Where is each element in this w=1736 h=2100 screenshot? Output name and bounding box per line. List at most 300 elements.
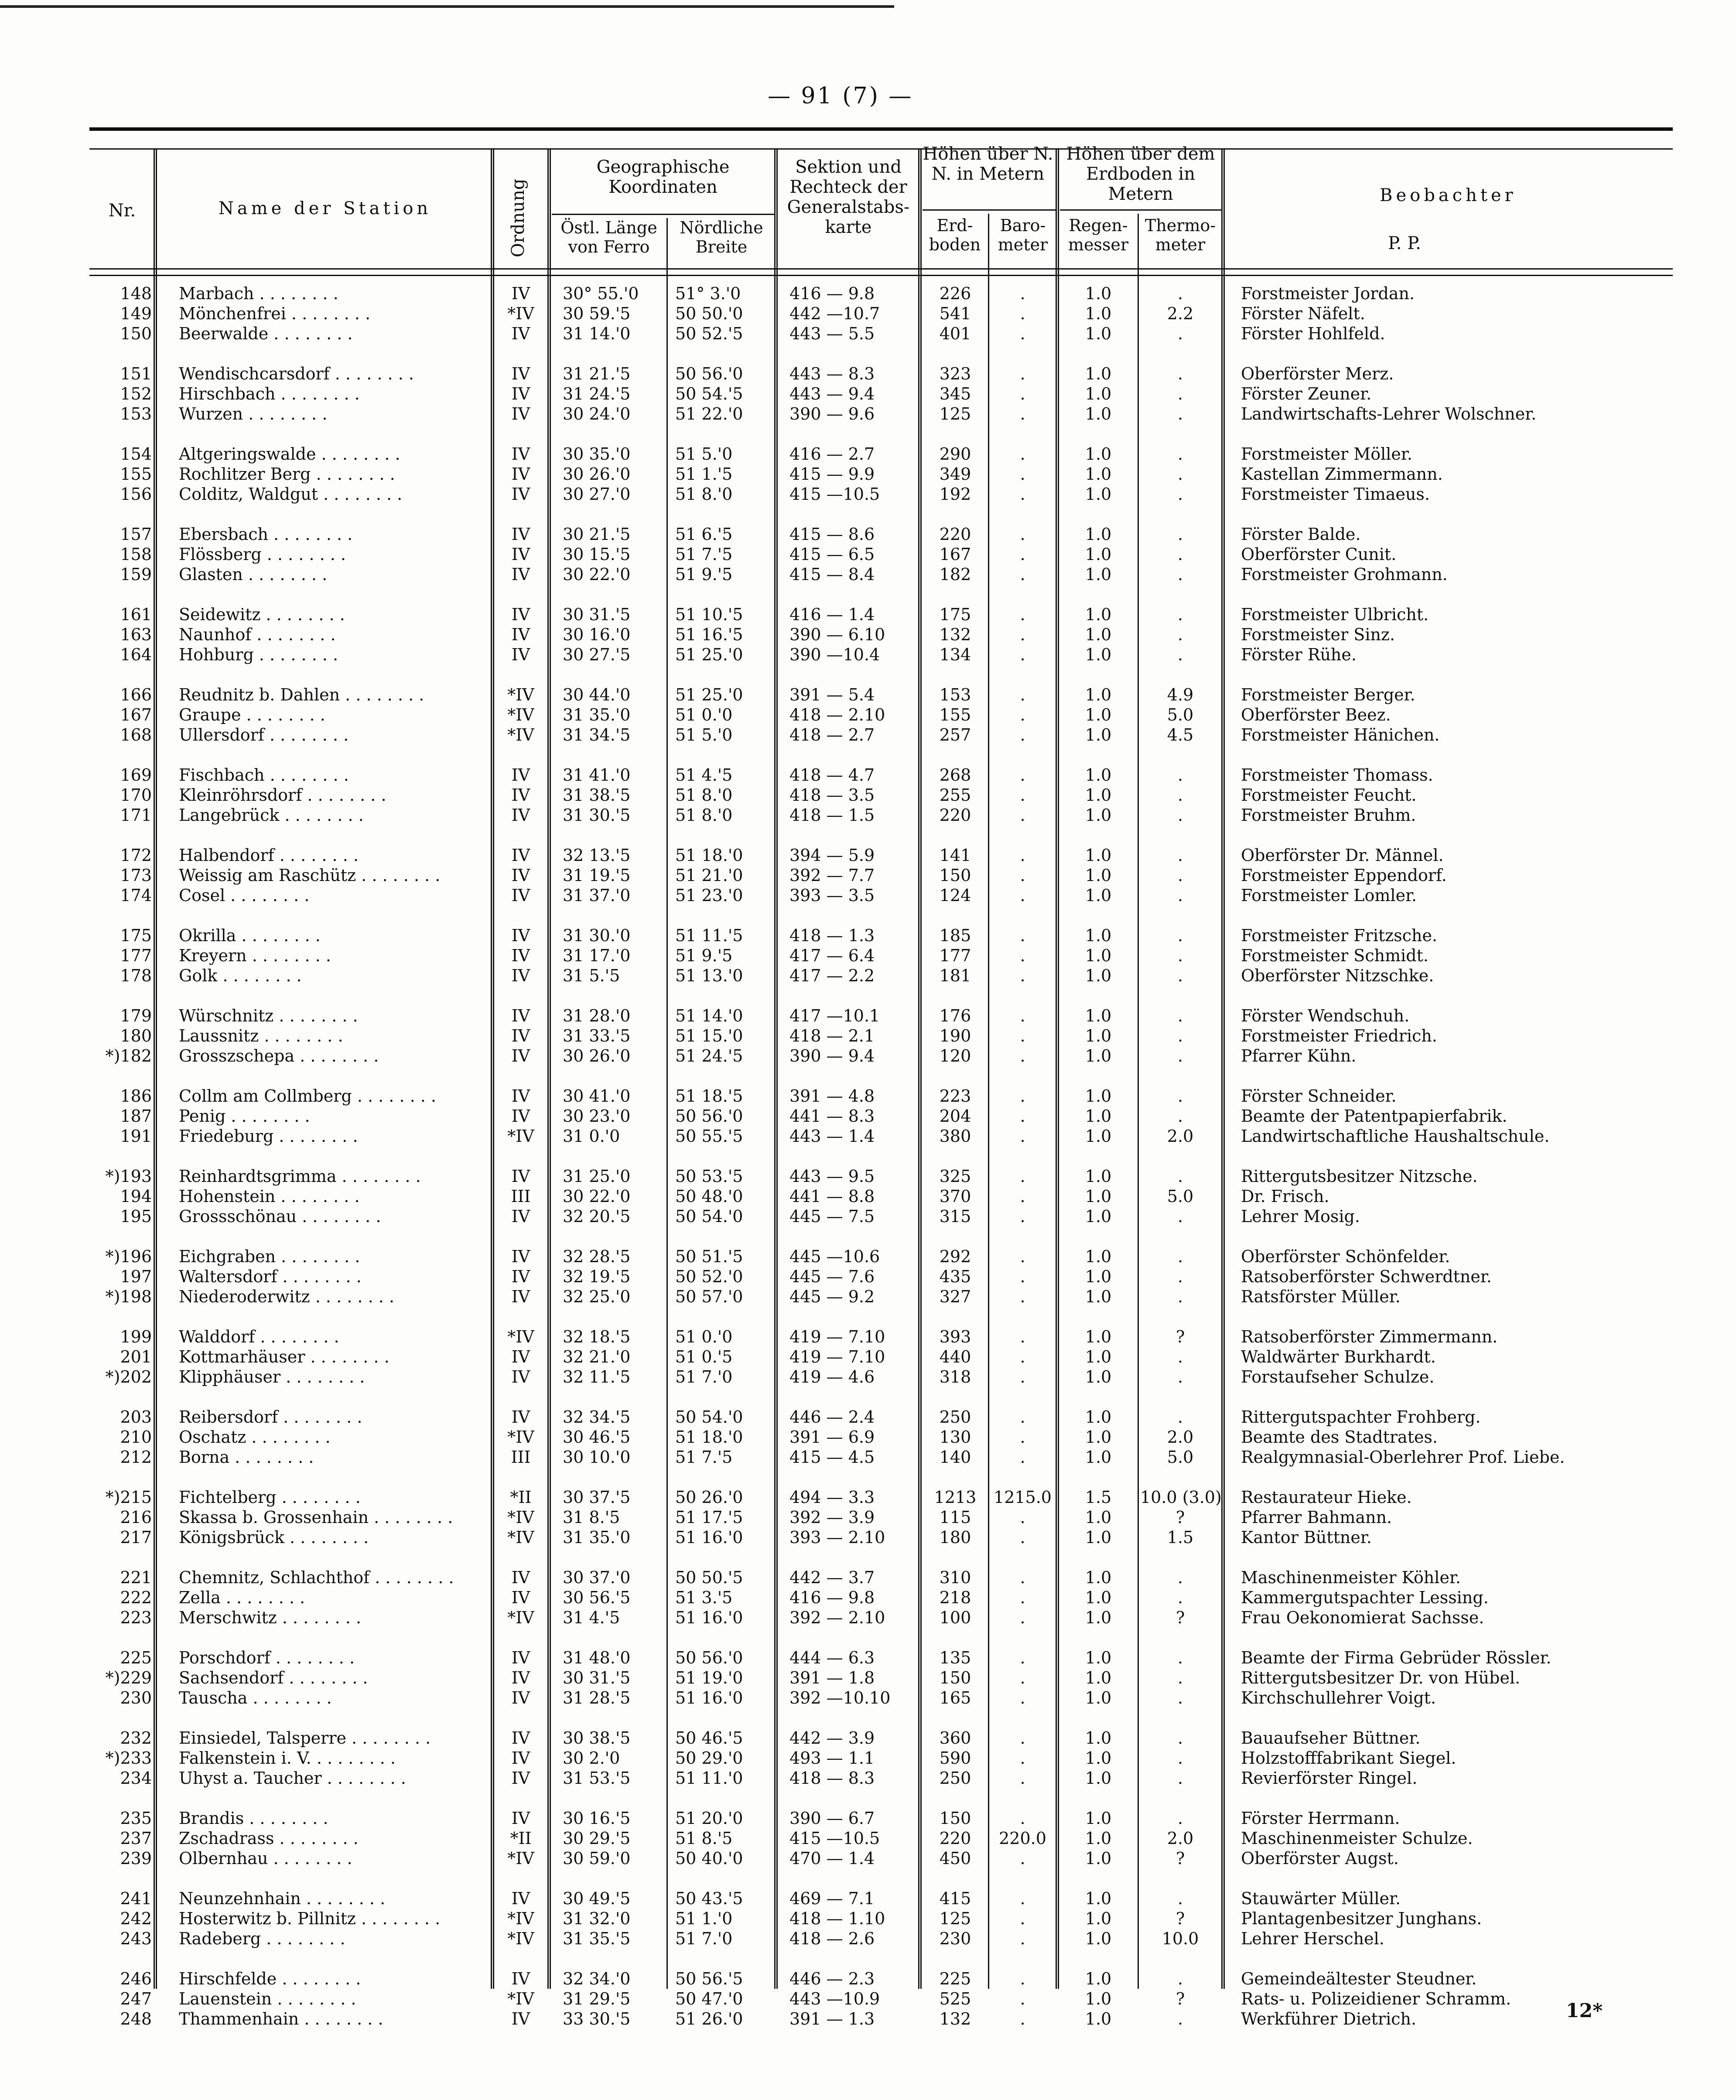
cell-erdboden: 167 <box>939 545 971 564</box>
cell-name: Fischbach . . . . . . . . <box>179 765 349 785</box>
cell-beobachter: Forstmeister Friedrich. <box>1241 1026 1437 1045</box>
cell-laenge: 31 28.'0 <box>563 1006 631 1025</box>
cell-breite: 50 54.'5 <box>675 384 743 403</box>
cell-beobachter: Forstmeister Sinz. <box>1241 625 1395 644</box>
cell-beobachter: Oberförster Schönfelder. <box>1241 1247 1450 1266</box>
cell-laenge: 31 41.'0 <box>563 765 631 785</box>
cell-ordnung: IV <box>511 1347 530 1366</box>
cell-barometer: . <box>1020 1608 1025 1627</box>
cell-name: Ullersdorf . . . . . . . . <box>179 725 349 744</box>
cell-name: Grossschönau . . . . . . . . <box>179 1207 381 1226</box>
cell-ordnung: *IV <box>507 1608 534 1627</box>
cell-name: Reinhardtsgrimma . . . . . . . . <box>179 1167 421 1186</box>
cell-beobachter: Förster Wendschuh. <box>1241 1006 1410 1025</box>
cell-thermometer: . <box>1177 846 1183 865</box>
cell-thermometer: ? <box>1176 1508 1185 1527</box>
header-name: Name der Station <box>218 198 432 219</box>
cell-erdboden: 380 <box>939 1127 971 1146</box>
cell-sektion: 418 — 3.5 <box>789 785 875 805</box>
cell-ordnung: *IV <box>507 1989 534 2008</box>
cell-thermometer: . <box>1177 444 1183 464</box>
cell-erdboden: 255 <box>939 785 971 805</box>
cell-name: Okrilla . . . . . . . . <box>179 926 321 945</box>
header-sektion: Sektion und Rechteck der Generalstabs-karte <box>787 157 910 237</box>
cell-beobachter: Kastellan Zimmermann. <box>1241 464 1443 484</box>
cell-erdboden: 190 <box>939 1026 971 1045</box>
cell-name: Marbach . . . . . . . . <box>179 284 338 303</box>
cell-barometer: . <box>1020 645 1025 664</box>
cell-nr: 191 <box>120 1127 152 1146</box>
cell-breite: 51 22.'0 <box>675 404 743 423</box>
cell-barometer: . <box>1020 1367 1025 1386</box>
cell-regenmesser: 1.0 <box>1085 1909 1112 1928</box>
cell-breite: 51 13.'0 <box>675 966 743 985</box>
cell-nr: *)202 <box>105 1367 152 1386</box>
cell-erdboden: 360 <box>939 1728 971 1748</box>
cell-beobachter: Förster Zeuner. <box>1241 384 1372 403</box>
cell-breite: 51 4.'5 <box>675 765 733 785</box>
cell-erdboden: 541 <box>939 304 971 323</box>
cell-thermometer: . <box>1177 1247 1183 1266</box>
cell-nr: 152 <box>120 384 152 403</box>
cell-beobachter: Forstmeister Hänichen. <box>1241 725 1440 744</box>
cell-thermometer: . <box>1177 1287 1183 1306</box>
cell-beobachter: Waldwärter Burkhardt. <box>1241 1347 1436 1366</box>
cell-name: Borna . . . . . . . . <box>179 1448 314 1467</box>
cell-thermometer: . <box>1177 2009 1183 2028</box>
cell-barometer: . <box>1020 725 1025 744</box>
cell-barometer: . <box>1020 1688 1025 1707</box>
cell-erdboden: 250 <box>939 1769 971 1788</box>
cell-sektion: 390 —10.4 <box>789 645 880 664</box>
cell-beobachter: Forstmeister Grohmann. <box>1241 565 1448 584</box>
page-number: — 91 (7) — <box>768 83 913 109</box>
cell-name: Hirschbach . . . . . . . . <box>179 384 360 403</box>
cell-barometer: . <box>1020 1748 1025 1768</box>
cell-beobachter: Kirchschullehrer Voigt. <box>1241 1688 1436 1707</box>
cell-laenge: 31 5.'5 <box>563 966 620 985</box>
cell-thermometer: ? <box>1176 1909 1185 1928</box>
cell-barometer: 1215.0 <box>994 1488 1052 1507</box>
cell-thermometer: . <box>1177 866 1183 885</box>
cell-sektion: 445 —10.6 <box>789 1247 880 1266</box>
cell-breite: 51 7.'5 <box>675 1448 733 1467</box>
cell-breite: 51 9.'5 <box>675 946 733 965</box>
cell-regenmesser: 1.0 <box>1085 926 1112 945</box>
cell-breite: 51 7.'0 <box>675 1367 733 1386</box>
cell-barometer: . <box>1020 1528 1025 1547</box>
cell-ordnung: IV <box>511 1086 530 1106</box>
cell-laenge: 30 10.'0 <box>563 1448 631 1467</box>
cell-nr: 232 <box>120 1728 152 1748</box>
cell-beobachter: Restaurateur Hieke. <box>1241 1488 1412 1507</box>
cell-name: Reudnitz b. Dahlen . . . . . . . . <box>179 685 424 704</box>
cell-ordnung: IV <box>511 866 530 885</box>
cell-ordnung: IV <box>511 886 530 905</box>
cell-name: Kreyern . . . . . . . . <box>179 946 331 965</box>
cell-erdboden: 115 <box>939 1508 971 1527</box>
cell-breite: 51 3.'5 <box>675 1588 733 1607</box>
cell-name: Flössberg . . . . . . . . <box>179 545 346 564</box>
cell-sektion: 419 — 7.10 <box>789 1347 885 1366</box>
cell-regenmesser: 1.0 <box>1085 1046 1112 1065</box>
cell-beobachter: Realgymnasial-Oberlehrer Prof. Liebe. <box>1241 1448 1565 1467</box>
cell-barometer: . <box>1020 966 1025 985</box>
cell-barometer: . <box>1020 1427 1025 1447</box>
cell-beobachter: Beamte des Stadtrates. <box>1241 1427 1438 1447</box>
cell-thermometer: . <box>1177 1769 1183 1788</box>
cell-laenge: 30 29.'5 <box>563 1829 631 1848</box>
cell-barometer: . <box>1020 1046 1025 1065</box>
cell-erdboden: 257 <box>939 725 971 744</box>
cell-sektion: 418 — 1.10 <box>789 1909 885 1928</box>
cell-regenmesser: 1.0 <box>1085 1829 1112 1848</box>
cell-sektion: 443 — 5.5 <box>789 324 875 343</box>
cell-beobachter: Lehrer Herschel. <box>1241 1929 1384 1948</box>
cell-sektion: 419 — 7.10 <box>789 1327 885 1346</box>
cell-erdboden: 349 <box>939 464 971 484</box>
cell-name: Skassa b. Grossenhain . . . . . . . . <box>179 1508 453 1527</box>
cell-regenmesser: 1.0 <box>1085 1588 1112 1607</box>
cell-name: Sachsendorf . . . . . . . . <box>179 1668 368 1687</box>
cell-breite: 50 48.'0 <box>675 1187 743 1206</box>
cell-nr: 186 <box>120 1086 152 1106</box>
cell-beobachter: Oberförster Nitzschke. <box>1241 966 1434 985</box>
cell-breite: 51 16.'0 <box>675 1528 743 1547</box>
cell-erdboden: 393 <box>939 1327 971 1346</box>
cell-ordnung: IV <box>511 1207 530 1226</box>
cell-nr: 223 <box>120 1608 152 1627</box>
cell-erdboden: 268 <box>939 765 971 785</box>
cell-nr: 235 <box>120 1809 152 1828</box>
cell-sektion: 446 — 2.3 <box>789 1969 875 1988</box>
cell-laenge: 31 53.'5 <box>563 1769 631 1788</box>
cell-breite: 51 15.'0 <box>675 1026 743 1045</box>
cell-nr: 212 <box>120 1448 152 1467</box>
cell-name: Hohenstein . . . . . . . . <box>179 1187 360 1206</box>
cell-regenmesser: 1.0 <box>1085 806 1112 825</box>
cell-thermometer: 10.0 <box>1162 1929 1199 1948</box>
cell-nr: 199 <box>120 1327 152 1346</box>
cell-laenge: 30 56.'5 <box>563 1588 631 1607</box>
cell-erdboden: 401 <box>939 324 971 343</box>
cell-erdboden: 150 <box>939 866 971 885</box>
cell-ordnung: III <box>511 1187 531 1206</box>
cell-thermometer: ? <box>1176 1327 1185 1346</box>
cell-laenge: 32 34.'5 <box>563 1407 631 1427</box>
cell-nr: 157 <box>120 525 152 544</box>
cell-breite: 51 23.'0 <box>675 886 743 905</box>
cell-barometer: . <box>1020 485 1025 504</box>
cell-regenmesser: 1.0 <box>1085 1528 1112 1547</box>
cell-barometer: . <box>1020 1929 1025 1948</box>
cell-thermometer: . <box>1177 1026 1183 1045</box>
cell-erdboden: 590 <box>939 1748 971 1768</box>
cell-nr: 172 <box>120 846 152 865</box>
cell-erdboden: 176 <box>939 1006 971 1025</box>
cell-erdboden: 218 <box>939 1588 971 1607</box>
cell-name: Einsiedel, Talsperre . . . . . . . . <box>179 1728 431 1748</box>
cell-thermometer: . <box>1177 1748 1183 1768</box>
cell-breite: 51 10.'5 <box>675 605 743 624</box>
cell-thermometer: 5.0 <box>1167 1448 1194 1467</box>
cell-thermometer: 1.5 <box>1167 1528 1194 1547</box>
cell-breite: 51 0.'0 <box>675 705 733 724</box>
cell-ordnung: IV <box>511 846 530 865</box>
cell-regenmesser: 1.0 <box>1085 1508 1112 1527</box>
cell-nr: *)229 <box>105 1668 152 1687</box>
cell-name: Wurzen . . . . . . . . <box>179 404 328 423</box>
cell-laenge: 30 37.'5 <box>563 1488 631 1507</box>
cell-barometer: . <box>1020 1909 1025 1928</box>
cell-barometer: . <box>1020 284 1025 303</box>
cell-ordnung: *II <box>510 1488 532 1507</box>
cell-name: Merschwitz . . . . . . . . <box>179 1608 362 1627</box>
cell-sektion: 390 — 6.10 <box>789 625 885 644</box>
cell-beobachter: Forstmeister Schmidt. <box>1241 946 1428 965</box>
cell-nr: 177 <box>120 946 152 965</box>
cell-thermometer: . <box>1177 1648 1183 1667</box>
cell-ordnung: *IV <box>507 1909 534 1928</box>
cell-name: Königsbrück . . . . . . . . <box>179 1528 369 1547</box>
cell-sektion: 390 — 9.6 <box>789 404 875 423</box>
cell-barometer: . <box>1020 1728 1025 1748</box>
cell-sektion: 392 — 7.7 <box>789 866 875 885</box>
cell-barometer: . <box>1020 404 1025 423</box>
cell-barometer: . <box>1020 1127 1025 1146</box>
cell-breite: 51 11.'0 <box>675 1769 743 1788</box>
cell-thermometer: . <box>1177 324 1183 343</box>
cell-name: Oschatz . . . . . . . . <box>179 1427 331 1447</box>
cell-beobachter: Pfarrer Kühn. <box>1241 1046 1357 1065</box>
cell-barometer: . <box>1020 1889 1025 1908</box>
cell-barometer: . <box>1020 545 1025 564</box>
cell-barometer: . <box>1020 605 1025 624</box>
cell-ordnung: IV <box>511 545 530 564</box>
cell-laenge: 31 33.'5 <box>563 1026 631 1045</box>
cell-regenmesser: 1.0 <box>1085 1086 1112 1106</box>
cell-nr: 170 <box>120 785 152 805</box>
cell-regenmesser: 1.0 <box>1085 605 1112 624</box>
cell-thermometer: . <box>1177 404 1183 423</box>
cell-regenmesser: 1.0 <box>1085 1969 1112 1988</box>
header-breite: Nördliche Breite <box>680 218 763 256</box>
cell-breite: 51 16.'0 <box>675 1608 743 1627</box>
cell-sektion: 416 — 9.8 <box>789 1588 875 1607</box>
cell-barometer: . <box>1020 625 1025 644</box>
cell-regenmesser: 1.0 <box>1085 1187 1112 1206</box>
cell-nr: 210 <box>120 1427 152 1447</box>
cell-breite: 50 54.'0 <box>675 1207 743 1226</box>
cell-breite: 50 46.'5 <box>675 1728 743 1748</box>
cell-name: Niederoderwitz . . . . . . . . <box>179 1287 394 1306</box>
cell-erdboden: 450 <box>939 1849 971 1868</box>
cell-beobachter: Forstaufseher Schulze. <box>1241 1367 1435 1386</box>
cell-ordnung: IV <box>511 625 530 644</box>
cell-barometer: . <box>1020 946 1025 965</box>
cell-regenmesser: 1.0 <box>1085 645 1112 664</box>
cell-regenmesser: 1.0 <box>1085 2009 1112 2028</box>
cell-breite: 51 8.'0 <box>675 806 733 825</box>
cell-regenmesser: 1.0 <box>1085 705 1112 724</box>
cell-breite: 51 8.'0 <box>675 785 733 805</box>
cell-ordnung: IV <box>511 1668 530 1687</box>
cell-name: Halbendorf . . . . . . . . <box>179 846 359 865</box>
cell-laenge: 30 27.'5 <box>563 645 631 664</box>
cell-thermometer: . <box>1177 1588 1183 1607</box>
cell-sektion: 446 — 2.4 <box>789 1407 875 1427</box>
cell-erdboden: 165 <box>939 1688 971 1707</box>
cell-barometer: . <box>1020 1769 1025 1788</box>
cell-laenge: 30 37.'0 <box>563 1568 631 1587</box>
cell-ordnung: IV <box>511 1688 530 1707</box>
cell-laenge: 31 28.'5 <box>563 1688 631 1707</box>
cell-nr: 161 <box>120 605 152 624</box>
cell-ordnung: *IV <box>507 1427 534 1447</box>
cell-regenmesser: 1.0 <box>1085 1608 1112 1627</box>
cell-erdboden: 250 <box>939 1407 971 1427</box>
cell-erdboden: 135 <box>939 1648 971 1667</box>
cell-beobachter: Maschinenmeister Köhler. <box>1241 1568 1461 1587</box>
cell-ordnung: IV <box>511 1969 530 1988</box>
cell-ordnung: IV <box>511 364 530 383</box>
cell-nr: 216 <box>120 1508 152 1527</box>
cell-beobachter: Forstmeister Fritzsche. <box>1241 926 1438 945</box>
cell-ordnung: IV <box>511 444 530 464</box>
header-ordnung: Ordnung <box>508 178 528 257</box>
cell-name: Beerwalde . . . . . . . . <box>179 324 353 343</box>
cell-sektion: 415 — 8.6 <box>789 525 875 544</box>
cell-thermometer: . <box>1177 1106 1183 1126</box>
cell-ordnung: IV <box>511 1588 530 1607</box>
cell-breite: 51 21.'0 <box>675 866 743 885</box>
cell-name: Collm am Collmberg . . . . . . . . <box>179 1086 437 1106</box>
cell-laenge: 30 21.'5 <box>563 525 631 544</box>
cell-regenmesser: 1.0 <box>1085 525 1112 544</box>
cell-nr: 247 <box>120 1989 152 2008</box>
cell-breite: 50 29.'0 <box>675 1748 743 1768</box>
cell-ordnung: IV <box>511 1267 530 1286</box>
cell-beobachter: Holzstofffabrikant Siegel. <box>1241 1748 1456 1768</box>
cell-erdboden: 318 <box>939 1367 971 1386</box>
cell-thermometer: . <box>1177 765 1183 785</box>
cell-beobachter: Forstmeister Ulbricht. <box>1241 605 1429 624</box>
header-geo: Geographische Koordinaten <box>596 157 730 197</box>
cell-breite: 51 18.'0 <box>675 1427 743 1447</box>
cell-name: Uhyst a. Taucher . . . . . . . . <box>179 1769 406 1788</box>
cell-breite: 50 56.'0 <box>675 1648 743 1667</box>
cell-laenge: 31 24.'5 <box>563 384 631 403</box>
cell-barometer: . <box>1020 1287 1025 1306</box>
cell-beobachter: Oberförster Dr. Männel. <box>1241 846 1444 865</box>
cell-sektion: 418 — 2.1 <box>789 1026 875 1045</box>
cell-ordnung: IV <box>511 1046 530 1065</box>
header-nr: Nr. <box>108 201 136 221</box>
cell-thermometer: . <box>1177 645 1183 664</box>
cell-name: Mönchenfrei . . . . . . . . <box>179 304 371 323</box>
cell-thermometer: . <box>1177 625 1183 644</box>
cell-sektion: 443 — 8.3 <box>789 364 875 383</box>
cell-beobachter: Beamte der Patentpapierfabrik. <box>1241 1106 1507 1126</box>
cell-barometer: . <box>1020 846 1025 865</box>
cell-regenmesser: 1.0 <box>1085 1287 1112 1306</box>
cell-barometer: . <box>1020 1026 1025 1045</box>
cell-laenge: 31 17.'0 <box>563 946 631 965</box>
cell-name: Weissig am Raschütz . . . . . . . . <box>179 866 441 885</box>
cell-beobachter: Kantor Büttner. <box>1241 1528 1372 1547</box>
cell-beobachter: Forstmeister Möller. <box>1241 444 1412 464</box>
cell-nr: *)215 <box>105 1488 152 1507</box>
cell-regenmesser: 1.0 <box>1085 1809 1112 1828</box>
cell-name: Thammenhain . . . . . . . . <box>179 2009 383 2028</box>
cell-name: Fichtelberg . . . . . . . . <box>179 1488 361 1507</box>
cell-erdboden: 175 <box>939 605 971 624</box>
cell-sektion: 415 — 8.4 <box>789 565 875 584</box>
cell-name: Golk . . . . . . . . <box>179 966 302 985</box>
cell-breite: 50 51.'5 <box>675 1247 743 1266</box>
cell-beobachter: Oberförster Beez. <box>1241 705 1391 724</box>
cell-barometer: . <box>1020 785 1025 805</box>
cell-name: Waltersdorf . . . . . . . . <box>179 1267 362 1286</box>
cell-sektion: 392 —10.10 <box>789 1688 891 1707</box>
cell-erdboden: 1213 <box>934 1488 977 1507</box>
cell-erdboden: 120 <box>939 1046 971 1065</box>
cell-laenge: 31 35.'5 <box>563 1929 631 1948</box>
cell-breite: 51 18.'5 <box>675 1086 743 1106</box>
cell-thermometer: . <box>1177 525 1183 544</box>
cell-erdboden: 124 <box>939 886 971 905</box>
cell-beobachter: Rittergutsbesitzer Dr. von Hübel. <box>1241 1668 1521 1687</box>
cell-nr: 175 <box>120 926 152 945</box>
cell-laenge: 30 16.'0 <box>563 625 631 644</box>
cell-name: Kleinröhrsdorf . . . . . . . . <box>179 785 386 805</box>
cell-erdboden: 223 <box>939 1086 971 1106</box>
cell-regenmesser: 1.0 <box>1085 1127 1112 1146</box>
cell-thermometer: . <box>1177 1668 1183 1687</box>
cell-beobachter: Forstmeister Bruhm. <box>1241 806 1416 825</box>
cell-nr: 168 <box>120 725 152 744</box>
cell-beobachter: Stauwärter Müller. <box>1241 1889 1401 1908</box>
cell-regenmesser: 1.0 <box>1085 444 1112 464</box>
cell-thermometer: . <box>1177 565 1183 584</box>
cell-breite: 51 0.'0 <box>675 1327 733 1346</box>
cell-regenmesser: 1.0 <box>1085 1688 1112 1707</box>
cell-laenge: 31 29.'5 <box>563 1989 631 2008</box>
cell-barometer: . <box>1020 384 1025 403</box>
cell-thermometer: . <box>1177 1728 1183 1748</box>
cell-laenge: 30 31.'5 <box>563 1668 631 1687</box>
cell-ordnung: IV <box>511 1006 530 1025</box>
cell-beobachter: Landwirtschafts-Lehrer Wolschner. <box>1241 404 1537 423</box>
cell-beobachter: Maschinenmeister Schulze. <box>1241 1829 1473 1848</box>
cell-ordnung: IV <box>511 565 530 584</box>
cell-name: Eichgraben . . . . . . . . <box>179 1247 360 1266</box>
cell-thermometer: . <box>1177 284 1183 303</box>
cell-breite: 50 57.'0 <box>675 1287 743 1306</box>
cell-breite: 51 5.'0 <box>675 725 733 744</box>
cell-sektion: 470 — 1.4 <box>789 1849 875 1868</box>
cell-ordnung: *IV <box>507 1929 534 1948</box>
cell-ordnung: IV <box>511 1026 530 1045</box>
cell-nr: 194 <box>120 1187 152 1206</box>
cell-breite: 51 26.'0 <box>675 2009 743 2028</box>
cell-ordnung: IV <box>511 946 530 965</box>
cell-erdboden: 327 <box>939 1287 971 1306</box>
cell-erdboden: 220 <box>939 806 971 825</box>
cell-barometer: . <box>1020 765 1025 785</box>
cell-nr: 217 <box>120 1528 152 1547</box>
cell-nr: 230 <box>120 1688 152 1707</box>
